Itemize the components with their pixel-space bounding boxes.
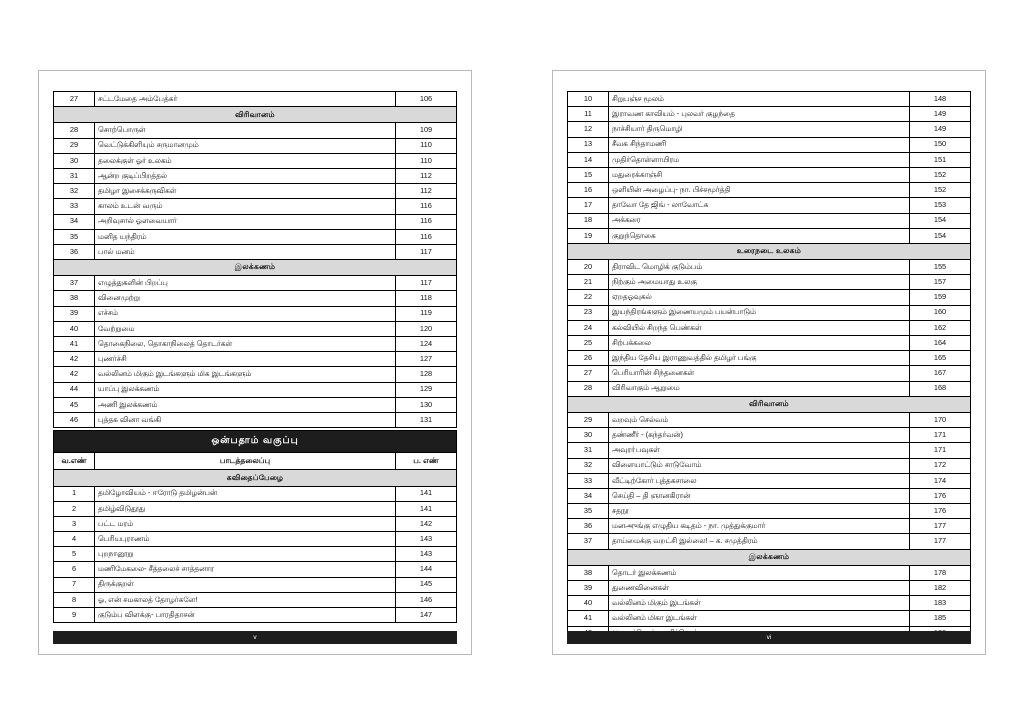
entry-number: 34 — [568, 488, 609, 503]
entry-title: அக்கரை — [609, 213, 910, 228]
right-page-content — [567, 91, 971, 624]
entry-number: 8 — [54, 592, 95, 607]
right-toc-table — [567, 91, 971, 642]
entry-page-number: 109 — [396, 123, 457, 138]
table-row — [568, 412, 971, 427]
entry-number: 20 — [568, 260, 609, 275]
table-row — [568, 565, 971, 580]
table-row — [54, 337, 457, 352]
section-heading-label: கவிதைப்பேழை — [54, 470, 457, 486]
section-heading-row — [54, 260, 457, 276]
table-row — [54, 382, 457, 397]
entry-page-number: 127 — [396, 352, 457, 367]
table-row — [568, 488, 971, 503]
entry-title: வல்லினம் மிகும் இடங்கள் — [609, 596, 910, 611]
entry-number: 16 — [568, 183, 609, 198]
entry-title: மதுரைக்காஞ்சி — [609, 167, 910, 182]
table-row — [54, 352, 457, 367]
section-heading-row — [568, 243, 971, 259]
entry-number: 23 — [568, 305, 609, 320]
entry-page-number: 152 — [910, 167, 971, 182]
entry-number: 5 — [54, 547, 95, 562]
entry-number: 6 — [54, 562, 95, 577]
table-row — [568, 198, 971, 213]
entry-title: திருக்குறள் — [95, 577, 396, 592]
entry-title: வெட்டுக்கிளியும் சருமானமும் — [95, 138, 396, 153]
table-row — [568, 290, 971, 305]
entry-title: இந்திய தேசிய இராணுவத்தில் தமிழர் பங்கு — [609, 351, 910, 366]
entry-number: 24 — [568, 320, 609, 335]
entry-number: 28 — [568, 381, 609, 396]
entry-page-number: 151 — [910, 152, 971, 167]
entry-page-number: 144 — [396, 562, 457, 577]
entry-number: 29 — [54, 138, 95, 153]
table-row — [568, 107, 971, 122]
entry-page-number: 165 — [910, 351, 971, 366]
entry-page-number: 157 — [910, 275, 971, 290]
entry-title: பால் மனம் — [95, 244, 396, 259]
table-row — [54, 199, 457, 214]
entry-title: புணர்ச்சி — [95, 352, 396, 367]
entry-page-number: 168 — [910, 381, 971, 396]
table-row — [54, 547, 457, 562]
entry-page-number: 128 — [396, 367, 457, 382]
entry-page-number: 160 — [910, 305, 971, 320]
entry-title: தலைக்குள் ஓர் உலகம் — [95, 153, 396, 168]
table-row — [54, 367, 457, 382]
entry-title: அறிவுசால் ஓளவையார் — [95, 214, 396, 229]
table-row — [54, 412, 457, 427]
entry-title: வறவும் செல்வம் — [609, 412, 910, 427]
section-heading-row — [54, 107, 457, 123]
table-row — [54, 153, 457, 168]
table-row — [568, 458, 971, 473]
entry-title: சட்டமேதை அம்பேத்கர் — [95, 92, 396, 107]
section-heading-label: உரைநடை உலகம் — [568, 243, 971, 259]
entry-number: 3 — [54, 516, 95, 531]
entry-page-number: 112 — [396, 184, 457, 199]
entry-number: 38 — [568, 565, 609, 580]
left-page-number: v — [253, 634, 257, 641]
left-toc-table-top — [53, 91, 457, 428]
entry-page-number: 177 — [910, 534, 971, 549]
entry-page-number: 116 — [396, 229, 457, 244]
entry-number: 42 — [54, 367, 95, 382]
table-row — [568, 534, 971, 549]
table-row — [54, 486, 457, 501]
section-heading-row — [568, 396, 971, 412]
entry-title: தமிழா இசைக்கருவிகள் — [95, 184, 396, 199]
class-banner: ஒன்பதாம் வகுப்பு — [53, 430, 457, 452]
entry-title: பெரியாரின் சிந்தனைகள் — [609, 366, 910, 381]
entry-page-number: 177 — [910, 519, 971, 534]
entry-number: 39 — [568, 581, 609, 596]
table-row — [54, 577, 457, 592]
table-row — [568, 443, 971, 458]
entry-page-number: 116 — [396, 199, 457, 214]
entry-number: 11 — [568, 107, 609, 122]
entry-title: இராவண காவியம் - புலவர் குழந்தை — [609, 107, 910, 122]
table-row — [568, 473, 971, 488]
entry-page-number: 176 — [910, 504, 971, 519]
entry-page-number: 185 — [910, 611, 971, 626]
entry-number: 37 — [54, 276, 95, 291]
entry-title: மனஅுங்கு எழுதிய கடிதம் - நா. முத்துக்குமார் — [609, 519, 910, 534]
entry-page-number: 171 — [910, 443, 971, 458]
entry-page-number: 146 — [396, 592, 457, 607]
entry-number: 31 — [568, 443, 609, 458]
entry-page-number: 131 — [396, 412, 457, 427]
entry-number: 26 — [568, 351, 609, 366]
column-header-num: வ.எண் — [54, 453, 95, 470]
entry-page-number: 176 — [910, 488, 971, 503]
section-heading-row — [54, 470, 457, 486]
table-row — [54, 168, 457, 183]
table-row — [568, 596, 971, 611]
entry-page-number: 153 — [910, 198, 971, 213]
entry-number: 12 — [568, 122, 609, 137]
table-row — [568, 320, 971, 335]
entry-page-number: 141 — [396, 486, 457, 501]
entry-page-number: 150 — [910, 137, 971, 152]
table-row — [568, 504, 971, 519]
entry-title: புறநானூறு — [95, 547, 396, 562]
entry-title: மனித யந்திரம் — [95, 229, 396, 244]
table-row — [54, 229, 457, 244]
entry-page-number: 110 — [396, 153, 457, 168]
right-footer-bar — [567, 631, 971, 644]
entry-page-number: 129 — [396, 382, 457, 397]
entry-number: 9 — [54, 608, 95, 623]
table-row — [568, 381, 971, 396]
entry-title: புத்தக வினா வங்கி — [95, 412, 396, 427]
table-header-row — [54, 453, 457, 470]
section-heading-row — [568, 549, 971, 565]
table-row — [54, 516, 457, 531]
entry-title: சீவக சிந்தாமணி — [609, 137, 910, 152]
entry-number: 42 — [54, 352, 95, 367]
right-page — [552, 70, 986, 655]
table-row — [54, 592, 457, 607]
table-row — [54, 501, 457, 516]
left-page-content — [53, 91, 457, 624]
table-row — [54, 276, 457, 291]
left-page — [38, 70, 472, 655]
entry-page-number: 167 — [910, 366, 971, 381]
entry-page-number: 106 — [396, 92, 457, 107]
entry-number: 21 — [568, 275, 609, 290]
entry-title: தொடர் இலக்கணம் — [609, 565, 910, 580]
entry-title: நிற்கும் அமையாது உலகு — [609, 275, 910, 290]
entry-page-number: 152 — [910, 183, 971, 198]
entry-number: 41 — [54, 337, 95, 352]
entry-title: காலம் உடன் வரும் — [95, 199, 396, 214]
entry-title: பட்ட மரம் — [95, 516, 396, 531]
entry-number: 19 — [568, 228, 609, 243]
entry-title: வினைமுற்று — [95, 291, 396, 306]
table-row — [568, 260, 971, 275]
entry-number: 38 — [54, 291, 95, 306]
entry-title: தாவோ தே ஜிங் - லாவோட்சு — [609, 198, 910, 213]
entry-title: குறுந்தொகை — [609, 228, 910, 243]
table-row — [568, 336, 971, 351]
table-row — [568, 183, 971, 198]
table-row — [54, 321, 457, 336]
entry-number: 36 — [54, 244, 95, 259]
entry-title: துணைவினைகள் — [609, 581, 910, 596]
entry-title: நாச்சியார் திருமொழி — [609, 122, 910, 137]
entry-title: ஏறதஓவுகல் — [609, 290, 910, 305]
entry-title: இயந்திரங்களும் இணையமும் பயன்பாடும் — [609, 305, 910, 320]
section-heading-label: இலக்கணம் — [568, 549, 971, 565]
entry-title: யாப்பு இலக்கணம் — [95, 382, 396, 397]
table-row — [54, 214, 457, 229]
table-row — [568, 152, 971, 167]
entry-page-number: 170 — [910, 412, 971, 427]
table-row — [568, 167, 971, 182]
table-row — [568, 213, 971, 228]
section-heading-label: விரிவானம் — [54, 107, 457, 123]
table-row — [54, 244, 457, 259]
entry-number: 39 — [54, 306, 95, 321]
left-footer-bar — [53, 631, 457, 644]
entry-title: அணி இலக்கணம் — [95, 397, 396, 412]
table-row — [54, 532, 457, 547]
table-row — [568, 137, 971, 152]
entry-page-number: 110 — [396, 138, 457, 153]
entry-page-number: 148 — [910, 92, 971, 107]
entry-page-number: 145 — [396, 577, 457, 592]
entry-page-number: 149 — [910, 107, 971, 122]
entry-title: கல்வியில் சிறந்த பெண்கள் — [609, 320, 910, 335]
entry-page-number: 116 — [396, 214, 457, 229]
table-row — [54, 562, 457, 577]
entry-number: 40 — [568, 596, 609, 611]
entry-title: ஒளியின் அழைப்பு- நா. பிச்சமூர்த்தி — [609, 183, 910, 198]
entry-title: சொற்பொருள் — [95, 123, 396, 138]
entry-page-number: 174 — [910, 473, 971, 488]
entry-number: 22 — [568, 290, 609, 305]
entry-page-number: 118 — [396, 291, 457, 306]
entry-title: தமிழோவியம் - ஈரோடு தமிழன்பன் — [95, 486, 396, 501]
table-row — [54, 608, 457, 623]
entry-page-number: 155 — [910, 260, 971, 275]
section-heading-label: விரிவானம் — [568, 396, 971, 412]
entry-number: 32 — [54, 184, 95, 199]
entry-number: 17 — [568, 198, 609, 213]
table-row — [568, 92, 971, 107]
column-header-page: ப. எண் — [396, 453, 457, 470]
entry-title: சிறுபஞ்ச மூலம் — [609, 92, 910, 107]
entry-number: 36 — [568, 519, 609, 534]
entry-page-number: 154 — [910, 213, 971, 228]
entry-page-number: 112 — [396, 168, 457, 183]
entry-number: 1 — [54, 486, 95, 501]
entry-number: 32 — [568, 458, 609, 473]
entry-number: 30 — [54, 153, 95, 168]
entry-title: எச்சம் — [95, 306, 396, 321]
entry-page-number: 142 — [396, 516, 457, 531]
right-page-number: vi — [766, 634, 772, 641]
entry-number: 29 — [568, 412, 609, 427]
entry-number: 15 — [568, 167, 609, 182]
table-row — [54, 184, 457, 199]
entry-number: 41 — [568, 611, 609, 626]
entry-number: 2 — [54, 501, 95, 516]
section-heading-label: இலக்கணம் — [54, 260, 457, 276]
entry-title: எழுத்துகளின் பிறப்பு — [95, 276, 396, 291]
entry-title: மணிமேகலை- சீத்தலைச் சாத்தனார — [95, 562, 396, 577]
entry-page-number: 162 — [910, 320, 971, 335]
table-row — [568, 122, 971, 137]
entry-page-number: 164 — [910, 336, 971, 351]
entry-number: 30 — [568, 428, 609, 443]
entry-page-number: 117 — [396, 244, 457, 259]
table-row — [568, 428, 971, 443]
entry-number: 18 — [568, 213, 609, 228]
entry-page-number: 141 — [396, 501, 457, 516]
entry-number: 34 — [54, 214, 95, 229]
table-row — [568, 519, 971, 534]
entry-title: பெரியபுராணம் — [95, 532, 396, 547]
entry-number: 25 — [568, 336, 609, 351]
entry-title: சிற்பக்கலை — [609, 336, 910, 351]
entry-number: 33 — [568, 473, 609, 488]
entry-page-number: 147 — [396, 608, 457, 623]
entry-title: தண்ணீர் - (கந்தர்வன்) — [609, 428, 910, 443]
entry-title: விரிவாகும் ஆறுமை — [609, 381, 910, 396]
table-row — [54, 123, 457, 138]
entry-page-number: 172 — [910, 458, 971, 473]
table-row — [568, 351, 971, 366]
entry-page-number: 183 — [910, 596, 971, 611]
entry-page-number: 154 — [910, 228, 971, 243]
entry-title: செய்தி – தி ஞானகிரான் — [609, 488, 910, 503]
entry-title: ஆன்ற குடிப்பிறத்தல் — [95, 168, 396, 183]
entry-number: 7 — [54, 577, 95, 592]
table-row — [54, 92, 457, 107]
entry-number: 27 — [568, 366, 609, 381]
table-row — [54, 291, 457, 306]
entry-title: விளையாட்டும் சாடுவோம் — [609, 458, 910, 473]
entry-title: முதிர்தொள்ளாயிரம — [609, 152, 910, 167]
entry-number: 45 — [54, 397, 95, 412]
entry-page-number: 117 — [396, 276, 457, 291]
entry-page-number: 182 — [910, 581, 971, 596]
table-row — [568, 275, 971, 290]
entry-number: 46 — [54, 412, 95, 427]
entry-page-number: 124 — [396, 337, 457, 352]
table-row — [568, 366, 971, 381]
entry-number: 28 — [54, 123, 95, 138]
entry-number: 10 — [568, 92, 609, 107]
entry-page-number: 178 — [910, 565, 971, 580]
entry-page-number: 143 — [396, 532, 457, 547]
entry-number: 37 — [568, 534, 609, 549]
entry-number: 35 — [568, 504, 609, 519]
entry-number: 4 — [54, 532, 95, 547]
entry-title: வல்லினம் மிகும் இடங்களும் மிக இடங்களும் — [95, 367, 396, 382]
entry-page-number: 149 — [910, 122, 971, 137]
table-row — [54, 397, 457, 412]
entry-page-number: 120 — [396, 321, 457, 336]
entry-number: 44 — [54, 382, 95, 397]
entry-title: தமிழ்விடுதூது — [95, 501, 396, 516]
table-row — [568, 305, 971, 320]
entry-title: அவுரா்பவுகள் — [609, 443, 910, 458]
table-row — [54, 306, 457, 321]
entry-title: வீட்டிற்கோர் புத்தகசாலை — [609, 473, 910, 488]
entry-title: தொகைநிலை, தொகாநிலைத் தொடர்கள் — [95, 337, 396, 352]
entry-page-number: 119 — [396, 306, 457, 321]
entry-title: வேற்றுமை — [95, 321, 396, 336]
column-header-title: பாடத்தலைப்பு — [95, 453, 396, 470]
entry-number: 31 — [54, 168, 95, 183]
entry-title: வல்லினம் மிகா இடங்கள் — [609, 611, 910, 626]
entry-title: சதநூ — [609, 504, 910, 519]
entry-title: குடும்ப விளக்கு- பாரதிதாசன் — [95, 608, 396, 623]
entry-number: 14 — [568, 152, 609, 167]
entry-number: 27 — [54, 92, 95, 107]
entry-number: 40 — [54, 321, 95, 336]
entry-page-number: 143 — [396, 547, 457, 562]
entry-page-number: 171 — [910, 428, 971, 443]
entry-number: 33 — [54, 199, 95, 214]
entry-title: ஓ, என் சமகாலத் தோழர்களே! — [95, 592, 396, 607]
entry-page-number: 159 — [910, 290, 971, 305]
left-toc-table-bottom — [53, 452, 457, 623]
entry-title: திராவிட மொழிக் குடும்பம் — [609, 260, 910, 275]
table-row — [568, 611, 971, 626]
table-row — [54, 138, 457, 153]
entry-page-number: 130 — [396, 397, 457, 412]
entry-title: தாய்மைக்கு வறட்சி இல்லை! – க. சமுத்திரம் — [609, 534, 910, 549]
entry-number: 13 — [568, 137, 609, 152]
table-row — [568, 228, 971, 243]
table-row — [568, 581, 971, 596]
entry-number: 35 — [54, 229, 95, 244]
